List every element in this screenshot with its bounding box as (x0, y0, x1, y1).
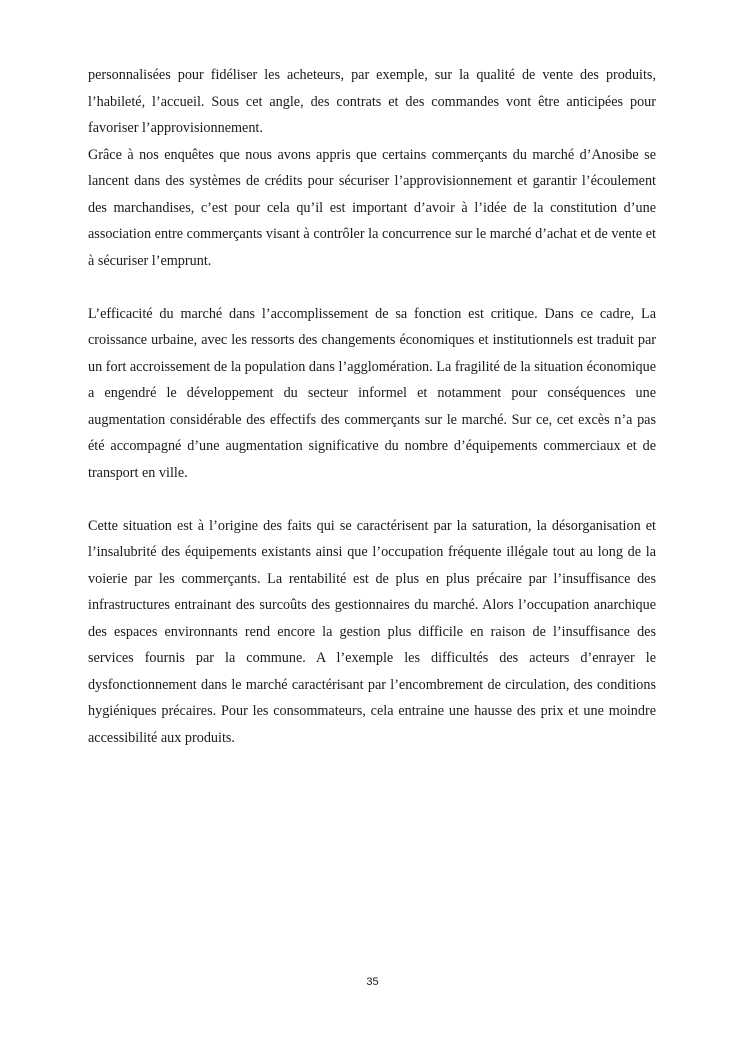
paragraph-continuation: personnalisées pour fidéliser les acheteurs, par exemple, sur la qualité de vente des produits, l’habileté, l’accueil. Sous cet angle, des contrats et des commandes vont être anticipées pour favoriser l’approvisionnement. (88, 67, 656, 136)
page-number: 35 (366, 976, 379, 988)
body-text (88, 62, 656, 751)
paragraph-market-efficiency: L’efficacité du marché dans l’accomplissement de sa fonction est critique. Dans ce cadre, La croissance urbaine, avec les ressorts des changements économiques et institutionnels est traduit par un fort accroissement de la population dans l’agglomération. La fragilité de la situation économique a engendré le développement du secteur informel et notamment pour conséquences une augmentation considérable des effectifs des commerçants sur le marché. Sur ce, cet excès n’a pas été accompagné d’une augmentation significative du nombre d’équipements commerciaux et de transport en ville. (88, 305, 656, 481)
paragraph-situation-origin: Cette situation est à l’origine des faits qui se caractérisent par la saturation, la désorganisation et l’insalubrité des équipements existants ainsi que l’occupation fréquente illégale tout au long de la voierie par les commerçants. La rentabilité est de plus en plus précaire par l’insuffisance des infrastructures entrainant des surcoûts des gestionnaires du marché. Alors l’occupation anarchique des espaces environnants rend encore la gestion plus difficile en raison de l’insuffisance des services fournis par la commune. A l’exemple les difficultés des acteurs d’enrayer le dysfonctionnement dans le marché caractérisant par l’encombrement de circulation, des conditions hygiéniques précaires. Pour les consommateurs, cela entraine une hausse des prix et une moindre accessibilité aux produits. (88, 517, 656, 746)
paragraph-credit-systems: Grâce à nos enquêtes que nous avons appris que certains commerçants du marché d’Anosibe se lancent dans des systèmes de crédits pour sécuriser l’approvisionnement et garantir l’écoulement des marchandises, c’est pour cela qu’il est important d’avoir à l’idée de la constitution d’une association entre commerçants visant à contrôler la concurrence sur le marché d’achat et de vente et à sécuriser l’emprunt. (88, 146, 656, 269)
